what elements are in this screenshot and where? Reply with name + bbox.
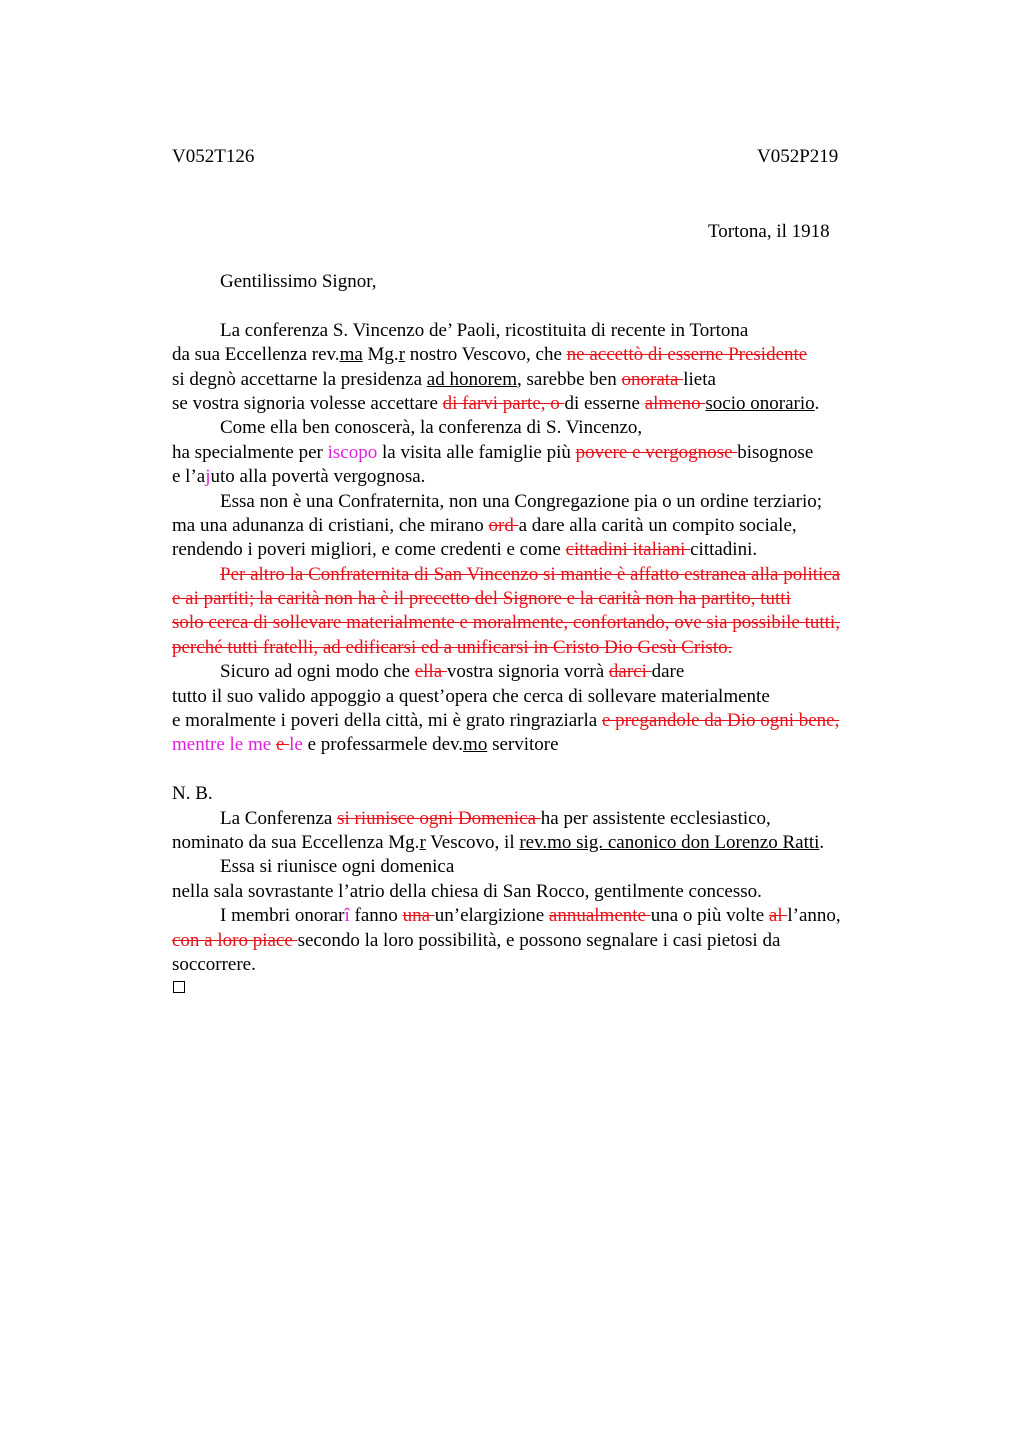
text-segment: , sarebbe ben [517, 368, 622, 390]
text-line [172, 929, 932, 953]
text-segment: rendendo i poveri migliori, e come credenti e come [172, 539, 566, 561]
text-segment: Vescovo, il [425, 831, 520, 853]
text-segment: e l’a [172, 466, 206, 488]
deleted-text: una [402, 905, 435, 927]
text-segment: Essa non è una Confraternita, non una Congregazione pia o un ordine terziario; [220, 490, 822, 512]
document-code-left: V052T126 [172, 146, 255, 167]
text-line [172, 636, 932, 660]
deleted-text: ella [414, 661, 447, 683]
square-outline-icon [173, 981, 185, 993]
deleted-text: con a loro piace [172, 929, 298, 951]
text-segment: Essa si riunisce ogni domenica [220, 856, 455, 878]
text-line [172, 807, 932, 831]
deleted-text: ne accettò di esserne Presidente [566, 344, 808, 366]
text-segment: secondo la loro possibilità, e possono segnalare i casi pietosi da [297, 929, 781, 951]
text-line [172, 782, 932, 806]
text-line [172, 611, 932, 635]
deleted-text: cittadini italiani [565, 539, 691, 561]
text-segment: vostra signoria vorrà [446, 661, 609, 683]
text-segment: a dare alla carità un compito sociale, [518, 514, 797, 536]
text-segment: ma una adunanza di cristiani, che mirano [172, 514, 489, 536]
text-segment: e moralmente i poveri della città, mi è grato ringraziarla [172, 710, 602, 732]
text-line [172, 953, 932, 977]
underlined-text: r [398, 344, 406, 366]
text-line [172, 465, 932, 489]
deleted-text: povere e vergognose [575, 441, 738, 463]
text-segment: si degnò accettarne la presidenza [172, 368, 427, 390]
text-line [172, 904, 932, 928]
inserted-text: le [289, 734, 303, 756]
letter-date: Tortona, il 1918 [708, 221, 830, 242]
deleted-text: al [768, 905, 788, 927]
text-line [172, 660, 932, 684]
text-segment: soccorrere. [172, 953, 256, 975]
text-segment: e professarmele dev. [302, 734, 464, 756]
text-segment: I membri onorar [220, 905, 345, 927]
text-segment: la visita alle famiglie più [377, 441, 576, 463]
text-segment: nella sala sovrastante l’atrio della chiesa di San Rocco, gentilmente concesso. [172, 880, 762, 902]
deleted-text: e pregandole da Dio ogni bene, [601, 710, 840, 732]
paragraph-gap [172, 758, 932, 782]
text-line [172, 733, 932, 757]
text-segment: La Conferenza [220, 807, 338, 829]
text-segment: Come ella ben conoscerà, la conferenza di S. Vincenzo, [220, 417, 643, 439]
text-segment: lieta [683, 368, 716, 390]
deleted-text: e [275, 734, 290, 756]
text-line [172, 831, 932, 855]
deleted-text: onorata [621, 368, 684, 390]
text-segment: di esserne [564, 392, 645, 414]
text-segment: cittadini. [690, 539, 758, 561]
text-line [172, 709, 932, 733]
deleted-text: perché tutti fratelli, ad edificarsi ed a unificarsi in Cristo Dio Gesù Cristo. [172, 636, 733, 658]
text-line [172, 514, 932, 538]
document-code-right: V052P219 [757, 146, 839, 167]
text-line [172, 490, 932, 514]
text-segment: dare [651, 661, 685, 683]
text-line [172, 319, 932, 343]
text-segment: da sua Eccellenza rev. [172, 344, 340, 366]
text-segment: . [814, 392, 820, 414]
text-segment: tutto il suo valido appoggio a quest’opera che cerca di sollevare materialmente [172, 685, 770, 707]
text-line [172, 368, 932, 392]
text-segment: N. B. [172, 783, 213, 805]
text-segment: Mg. [362, 344, 399, 366]
deleted-text: si riunisce ogni Domenica [337, 807, 541, 829]
text-line [172, 855, 932, 879]
paragraph-gap [172, 294, 932, 318]
text-line [172, 343, 932, 367]
text-segment: ha specialmente per [172, 441, 328, 463]
underlined-text: ad honorem [426, 368, 518, 390]
deleted-text: annualmente [548, 905, 651, 927]
deleted-text: Per altro la Confraternita di San Vincenzo si mantie è affatto estranea alla politica [220, 563, 841, 585]
text-segment: Sicuro ad ogni modo che [220, 661, 415, 683]
underlined-text: r [419, 831, 426, 853]
text-segment: . [819, 831, 825, 853]
text-segment: nostro Vescovo, che [405, 344, 567, 366]
text-line [172, 538, 932, 562]
inserted-text: î [344, 905, 350, 927]
text-segment: nominato da sua Eccellenza Mg. [172, 831, 420, 853]
letter-body [172, 270, 932, 977]
text-segment: uto alla povertà vergognosa. [210, 466, 426, 488]
deleted-text: di farvi parte, o [442, 392, 565, 414]
underlined-text: ma [339, 344, 363, 366]
deleted-text: almeno [644, 392, 706, 414]
text-segment: un’elargizione [434, 905, 549, 927]
text-segment: bisognose [737, 441, 814, 463]
text-segment: l’anno, [787, 905, 841, 927]
inserted-text: iscopo [327, 441, 378, 463]
text-segment: fanno [349, 905, 403, 927]
text-segment: servitore [487, 734, 559, 756]
text-segment: ha per assistente ecclesiastico, [540, 807, 771, 829]
text-line [172, 563, 932, 587]
underlined-text: rev.mo sig. canonico don Lorenzo Ratti [519, 831, 820, 853]
deleted-text: darci [608, 661, 652, 683]
text-segment: se vostra signoria volesse accettare [172, 392, 443, 414]
inserted-text: j [205, 466, 211, 488]
deleted-text: ord [488, 514, 519, 536]
text-line [172, 441, 932, 465]
letter-lines [172, 319, 932, 978]
salutation: Gentilissimo Signor, [220, 271, 377, 292]
text-line [172, 685, 932, 709]
deleted-text: solo cerca di sollevare materialmente e moralmente, confortando, ove sia possibile tutti, [172, 612, 840, 634]
text-line [172, 392, 932, 416]
inserted-text: mentre le me [172, 734, 276, 756]
text-line [172, 416, 932, 440]
text-line [172, 880, 932, 904]
underlined-text: mo [463, 734, 488, 756]
underlined-text: socio onorario [705, 392, 815, 414]
deleted-text: e ai partiti; la carità non ha è il precetto del Signore e la carità non ha partito, tutti [172, 588, 791, 610]
text-segment: La conferenza S. Vincenzo de’ Paoli, ricostituita di recente in Tortona [220, 319, 749, 341]
text-line [172, 587, 932, 611]
text-segment: una o più volte [650, 905, 769, 927]
